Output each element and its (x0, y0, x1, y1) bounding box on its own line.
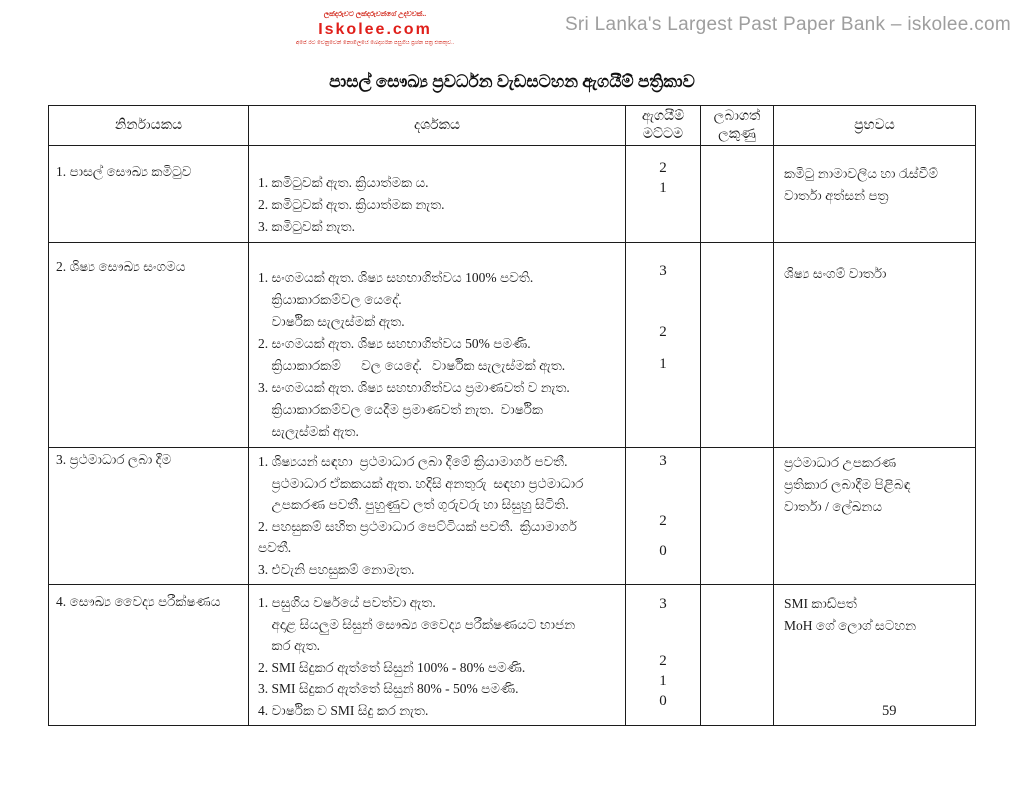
logo-brand-text: Iskolee.com (318, 20, 432, 38)
evaluation-level-cell (626, 146, 701, 243)
indicator-line: 1. සංගමයක් ඇත. ශිෂ්‍ය සහභාගිත්වය 100% පවති. (258, 270, 534, 285)
obtained-marks-cell (701, 146, 774, 243)
indicator-line: 3. සංගමයක් ඇත. ශිෂ්‍ය සහභාගිත්වය ප්‍රමාණවත් ව නැත. (258, 380, 570, 395)
obtained-marks-cell (701, 585, 774, 726)
source-line: SMI කාඩ්පත් (784, 596, 857, 611)
criteria-cell: 3. ප්‍රථමාධාර ලබා දීම (49, 448, 249, 585)
table-row (49, 585, 976, 726)
iskolee-logo (283, 11, 467, 47)
indicator-line: 1. ශිෂ්‍යයන් සඳහා ප්‍රථමාධාර ලබා දීමේ ක්‍රියාමාර්ග පවතී. (258, 454, 568, 469)
table-row (49, 146, 976, 243)
table-row (49, 448, 976, 585)
col-header-indicator: දර්ශකය (249, 106, 626, 146)
mark-value: 3 (659, 453, 667, 469)
indicator-line: 4. වාර්ෂික ව SMI සිදු කර නැත. (258, 702, 429, 718)
indicator-line: 2. පහසුකම් සහිත ප්‍රථමාධාර පෙට්ටියක් පවතී. ක්‍රියාමාර්ග (258, 518, 577, 534)
logo-tagline-bottom: අපේ රට වෙනුවෙන් නොමිලයේ බෙදාහරින පසුගිය ප්‍රශ්න පත්‍ර එකතුව.. (295, 39, 455, 46)
indicator-line: 3. එවැනි පහසුකම් නොමැත. (258, 561, 415, 577)
source-line: වාර්තා අත්සන් පත්‍ර (784, 188, 889, 203)
evaluation-level-cell (626, 243, 701, 448)
indicator-line: ප්‍රථමාධාර ඒකකයක් ඇත. හදිසි අනතුරු සඳහා ප්‍රථමාධාර (258, 475, 584, 491)
page-title: පාසල් සෞඛ්‍ය ප්‍රවර්ධන වැඩසටහන ඇගයීම් පත්‍රිකාව (329, 72, 695, 91)
col-header-criteria: නිර්නායකය (49, 106, 249, 146)
source-line: වාර්තා / ලේඛනය (784, 499, 883, 514)
indicator-line: 2. සංගමයක් ඇත. ශිෂ්‍ය සහභාගිත්වය 50% පමණි. (258, 336, 531, 351)
mark-value: 0 (659, 543, 667, 559)
site-banner: Sri Lanka's Largest Past Paper Bank – iskolee.com (564, 14, 1011, 35)
source-cell (774, 243, 976, 448)
source-cell (774, 585, 976, 726)
mark-value: 2 (659, 513, 667, 529)
indicator-line: ක්‍රියාකාරකම්වල යෙදීම ප්‍රමාණවත් නැත. වාර්ෂික (258, 402, 543, 417)
col-header-obtained-marks (701, 106, 774, 146)
indicator-line: උපකරණ පවතී. පුහුණුව ලත් ගුරුවරු හා සිසුහු සිටිති. (258, 497, 569, 512)
indicator-line: ක්‍රියාකාරකම් වල යෙදේ. වාර්ෂික සැලැස්මක් ඇත. (258, 358, 566, 373)
criteria-cell: 2. ශිෂ්‍ය සෞඛ්‍ය සංගමය (49, 243, 249, 448)
mark-value: 2 (659, 324, 667, 340)
indicator-line: 2. කමිටුවක් ඇත. ක්‍රියාත්මක නැත. (258, 197, 445, 212)
source-line: MoH ගේ ලොග් සටහන (784, 618, 917, 633)
indicator-line: සැලැස්මක් ඇත. (258, 424, 359, 439)
page-number: 59 (882, 703, 897, 719)
mark-value: 1 (659, 356, 667, 372)
indicator-line: 2. SMI සිදුකර ඇත්තේ සිසුන් 100% - 80% පමණි. (258, 659, 526, 675)
col-header-evaluation-level-line2: මට්ටම (642, 126, 684, 142)
evaluation-level-cell (626, 585, 701, 726)
table-header-row (49, 106, 976, 146)
obtained-marks-cell (701, 243, 774, 448)
indicator-cell (249, 585, 626, 726)
indicator-cell (249, 448, 626, 585)
source-line: කමිටු නාමාවලිය හා රැස්වීම් (784, 166, 938, 181)
source-line: ප්‍රතිකාර ලබාදීම පිළිබඳ (784, 477, 911, 492)
col-header-source: ප්‍රභවය (774, 106, 976, 146)
col-header-evaluation-level (626, 106, 701, 146)
indicator-line: පවතී. (258, 540, 292, 555)
mark-value: 0 (659, 693, 667, 709)
col-header-obtained-marks-line1: ලබාගත් (713, 109, 761, 124)
mark-value: 3 (659, 263, 667, 279)
mark-value: 2 (659, 160, 667, 176)
indicator-line: 1. කමිටුවක් ඇත. ක්‍රියාත්මක ය. (258, 175, 429, 190)
indicator-line: 3. SMI සිදුකර ඇත්තේ සිසුන් 80% - 50% පමණි. (258, 681, 519, 696)
source-line: ශිෂ්‍ය සංගම් වාර්තා (784, 266, 887, 281)
mark-value: 1 (659, 673, 667, 689)
evaluation-table (48, 105, 976, 726)
source-cell (774, 146, 976, 243)
indicator-cell (249, 243, 626, 448)
indicator-cell (249, 146, 626, 243)
source-cell (774, 448, 976, 585)
criteria-cell: 4. සෞඛ්‍ය වෛද්‍ය පරීක්ෂණය (49, 585, 249, 726)
mark-value: 2 (659, 653, 667, 669)
mark-value: 3 (659, 596, 667, 612)
indicator-line: අදාළ සියලුම සිසුන් සෞඛ්‍ය වෛද්‍ය පරීක්ෂණයට භාජන (258, 616, 576, 632)
indicator-line: 1. පසුගිය වර්ෂයේ පවත්වා ඇත. (258, 595, 436, 610)
criteria-cell: 1. පාසල් සෞඛ්‍ය කමිටුව (49, 146, 249, 243)
source-line: ප්‍රථමාධාර උපකරණ (784, 455, 897, 470)
indicator-line: 3. කමිටුවක් නැත. (258, 219, 355, 234)
indicator-line: වාර්ෂික සැලැස්මක් ඇත. (258, 314, 405, 329)
evaluation-level-cell (626, 448, 701, 585)
obtained-marks-cell (701, 448, 774, 585)
table-row (49, 243, 976, 448)
indicator-line: ක්‍රියාකාරකම්වල යෙදේ. (258, 292, 402, 307)
col-header-obtained-marks-line2: ලකුණු (718, 126, 756, 142)
logo-tagline-top: ලක්දරුවට ලක්දරුවන්ගේ උදව්වක්.. (323, 11, 427, 18)
indicator-line: කර ඇත. (258, 638, 321, 653)
col-header-evaluation-level-line1: ඇගයීම් (641, 109, 685, 124)
mark-value: 1 (659, 180, 667, 196)
